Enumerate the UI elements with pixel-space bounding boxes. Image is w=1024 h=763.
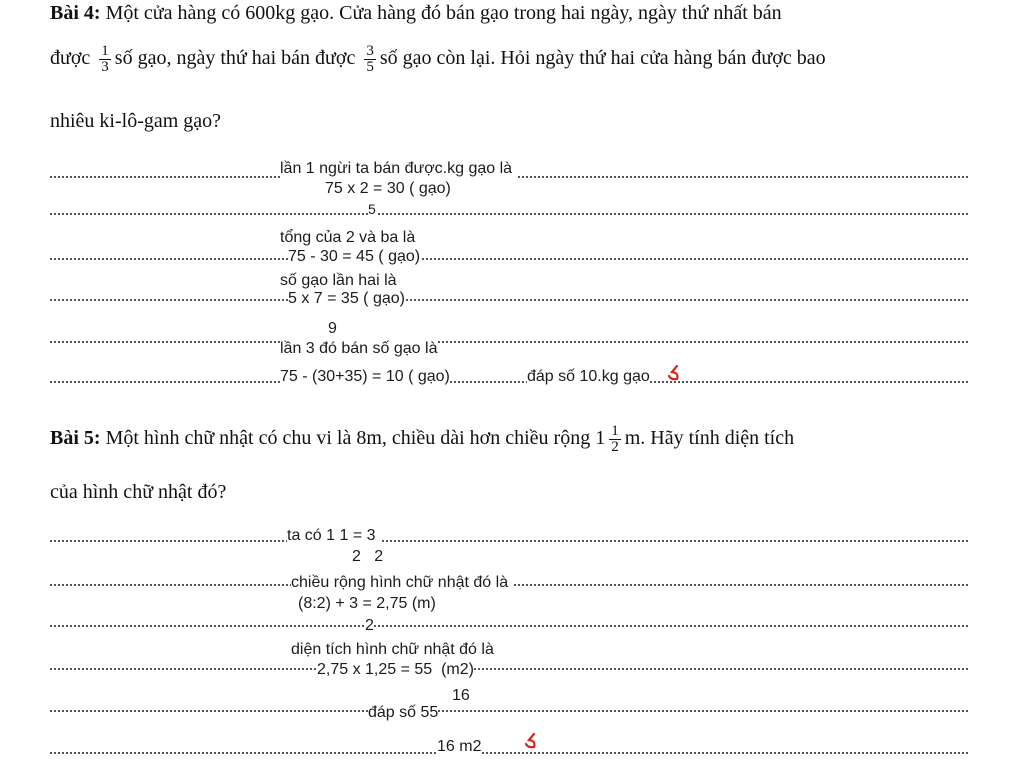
bai4-text-2c: số gạo còn lại. Hỏi ngày thứ hai cửa hàng bán được bao [379,47,826,70]
answer4-line-8: 9 [328,320,337,337]
bai5-text-1b: m. Hãy tính diện tích [624,427,795,450]
bai4-line-2 [50,44,826,75]
dotted-line [50,258,968,260]
answer5-final: 16 m2 [437,738,482,755]
bai5-text-1: Một hình chữ nhật có chu vi là 8m, chiều dài hơn chiều rộng [100,427,591,450]
bai4-text-2a: được [50,47,91,70]
dotted-line [50,381,968,383]
fraction-one-third: $\frac{1}{3}$ [101,43,109,75]
bai4-line-1 [50,2,782,25]
dotted-line [50,213,968,215]
bai4-line-3: nhiêu ki-lô-gam gạo? [50,110,222,132]
answer5-line-8: 16 [452,687,470,704]
bai5-line-1 [50,424,794,455]
answer5-line-3: chiều rộng hình chữ nhật đó là [291,574,512,592]
dotted-line [50,710,968,712]
answer4-line-7: 5 x 7 = 35 ( gạo) [288,290,405,307]
answer4-line-9: lần 3 đó bán số gạo là [280,340,438,357]
dotted-line [50,299,968,301]
answer5-line-4: (8:2) + 3 = 2,75 (m) [298,595,436,612]
answer5-line-6: diện tích hình chữ nhật đó là [291,641,494,658]
answer5-line-9: đáp số 55 [368,704,439,721]
fraction-three-fifths: $\frac{3}{5}$ [366,43,374,75]
answer5-line-7: 2,75 x 1,25 = 55 (m2) [317,661,474,678]
answer4-line-4: tổng của 2 và ba là [280,229,416,246]
dotted-line [50,341,968,343]
answer4-line-5: 75 - 30 = 45 ( gạo) [288,248,421,265]
dotted-line [50,668,968,670]
answer4-line-2: 75 x 2 = 30 ( gạo) [325,180,451,197]
dotted-line [50,540,968,542]
bai5-line-2: của hình chữ nhật đó? [50,481,227,503]
mixed-number-whole: 1 [595,427,606,450]
bai4-label: Bài 4: [50,2,101,24]
bai5-label: Bài 5: [50,427,101,450]
answer4-line-6: số gạo lần hai là [280,272,397,289]
answer5-line-2: 2 2 [352,548,384,565]
bai4-text-1: Một cửa hàng có 600kg gạo. Cửa hàng đó bán gạo trong hai ngày, ngày thứ nhất bán [100,2,782,24]
answer5-line-1: ta có 1 1 = 3 [287,527,380,545]
dotted-line [50,752,968,754]
red-checkmark-icon [524,733,538,749]
answer4-final: đáp số 10.kg gạo [527,368,650,385]
answer5-line-5: 2 [365,617,374,634]
dotted-line [50,625,968,627]
answer4-line-3: 5 [368,201,376,217]
red-checkmark-icon [667,365,681,381]
mixed-number-fraction: $\frac{1}{2}$ [611,423,619,455]
answer4-line-10: 75 - (30+35) = 10 ( gạo) [280,368,450,385]
answer4-line-1: lần 1 ngừi ta bán được.kg gạo là [280,160,516,178]
bai4-text-2b: số gạo, ngày thứ hai bán được [114,47,356,70]
